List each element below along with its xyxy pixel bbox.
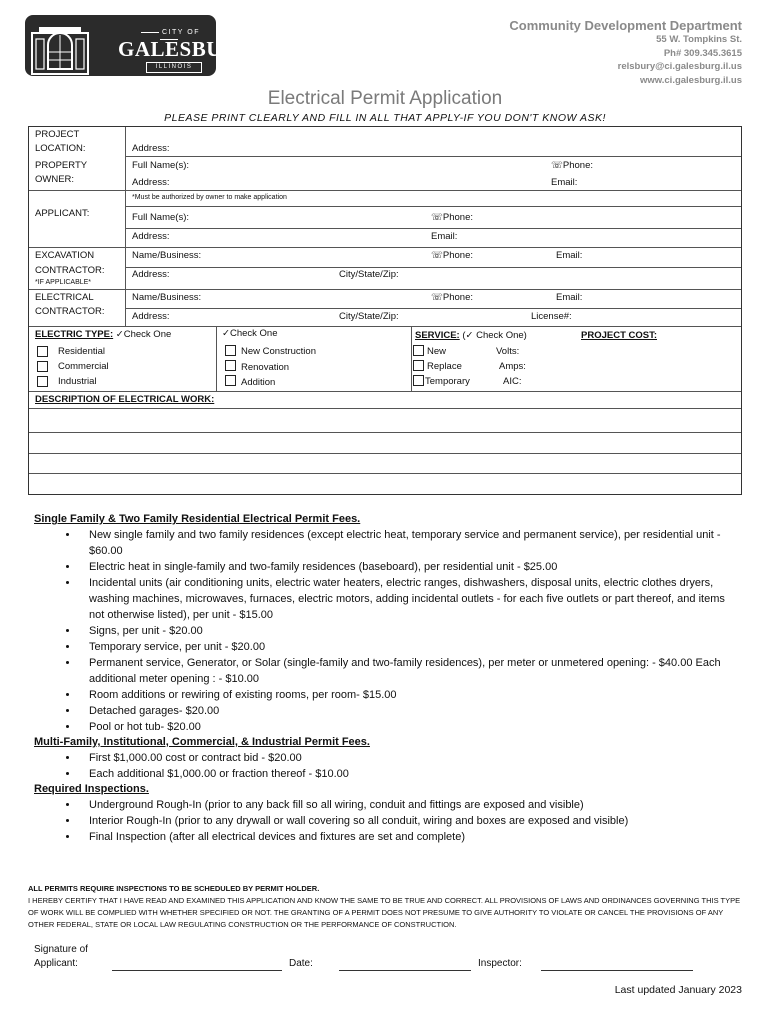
- project-address-field[interactable]: Address:: [132, 143, 170, 154]
- department-website: www.ci.galesburg.il.us: [639, 74, 742, 86]
- residential-fees-list: [34, 527, 734, 735]
- electrical-phone-field[interactable]: [431, 292, 473, 303]
- divider: [29, 391, 741, 392]
- list-item: • Permanent service, Generator, or Solar (single-family and two-family residences), per meter or unmetered opening: - $40.00 Each additional meter opening : - $10.00: [79, 655, 734, 687]
- divider: [216, 326, 217, 391]
- new-construction-label: New Construction: [241, 346, 316, 357]
- check-one-label: Check One: [123, 329, 172, 340]
- list-item: • Electric heat in single-family and two-family residences (baseboard), per residential unit - $25.00: [79, 559, 734, 575]
- excavation-city-field[interactable]: City/State/Zip:: [339, 269, 399, 280]
- multi-family-fees-heading: Multi-Family, Institutional, Commercial, & Industrial Permit Fees.: [34, 736, 370, 748]
- list-item: • First $1,000.00 cost or contract bid - $20.00: [79, 750, 734, 766]
- phone-icon: ☏: [431, 212, 443, 223]
- divider: [125, 206, 741, 207]
- certification: [28, 883, 746, 931]
- check-icon: ✓: [222, 328, 230, 339]
- logo-city-name: GALESBURG: [118, 37, 255, 61]
- list-item: • Pool or hot tub- $20.00: [79, 719, 734, 735]
- list-item: • Room additions or rewiring of existing rooms, per room- $15.00: [79, 687, 734, 703]
- new-construction-checkbox[interactable]: [225, 345, 236, 356]
- service-new-checkbox[interactable]: [413, 345, 424, 356]
- list-item: • Final Inspection (after all electrical devices and fixtures are set and complete): [79, 829, 734, 845]
- electrical-name-field[interactable]: Name/Business:: [132, 292, 202, 303]
- inspector-label: Inspector:: [478, 958, 522, 969]
- applicant-phone-field[interactable]: [431, 212, 473, 223]
- fee-schedule: [34, 512, 734, 845]
- applicant-address-field[interactable]: Address:: [132, 231, 170, 242]
- applicant-phone-label: Phone:: [442, 212, 474, 223]
- list-item: • Each additional $1,000.00 or fraction thereof - $10.00: [79, 766, 734, 782]
- check-icon: ✓: [115, 329, 124, 340]
- phone-icon: ☏: [431, 292, 443, 303]
- service-heading: SERVICE: (✓ Check One): [415, 330, 527, 341]
- owner-phone-field[interactable]: [551, 160, 593, 171]
- commercial-label: Commercial: [58, 361, 109, 372]
- electrical-license-field[interactable]: License#:: [531, 311, 572, 322]
- excavation-phone-field[interactable]: [431, 250, 473, 261]
- divider: [125, 267, 741, 268]
- work-type-heading: [222, 328, 278, 339]
- owner-email-field[interactable]: Email:: [551, 177, 578, 188]
- if-applicable-note: *IF APPLICABLE*: [35, 279, 92, 286]
- list-item: • New single family and two family residences (except electric heat, temporary service and permanent service), per residential unit - $60.00: [79, 527, 734, 559]
- signature-line[interactable]: [112, 970, 282, 971]
- excavation-label-2: CONTRACTOR:: [35, 265, 105, 276]
- description-line[interactable]: [29, 473, 741, 474]
- description-heading: DESCRIPTION OF ELECTRICAL WORK:: [35, 394, 215, 405]
- logo-city-of: CITY OF: [129, 29, 209, 43]
- list-item: • Detached garages- $20.00: [79, 703, 734, 719]
- date-label: Date:: [289, 958, 313, 969]
- multi-family-fees-list: [34, 750, 734, 782]
- electrical-label-2: CONTRACTOR:: [35, 306, 105, 317]
- service-check-one: Check One): [476, 330, 527, 341]
- residential-checkbox[interactable]: [37, 346, 48, 357]
- logo-state: ILLINOIS: [146, 62, 202, 73]
- department-info: [509, 18, 742, 87]
- list-item: • Underground Rough-In (prior to any back fill so all wiring, conduit and fittings are exposed and visible): [79, 797, 734, 813]
- electric-type-heading: ELECTRIC TYPE: ✓Check One: [35, 329, 172, 340]
- divider: [125, 127, 126, 326]
- divider: [125, 156, 741, 157]
- owner-phone-label: Phone:: [562, 160, 594, 171]
- addition-label: Addition: [241, 377, 276, 388]
- city-hall-building-icon: [29, 19, 91, 74]
- divider: [125, 308, 741, 309]
- work-type-check-one: Check One: [229, 328, 278, 339]
- amps-field[interactable]: Amps:: [499, 361, 526, 372]
- service-temporary-label: Temporary: [425, 376, 470, 387]
- volts-field[interactable]: Volts:: [496, 346, 520, 357]
- department-address: 55 W. Tompkins St.: [656, 34, 742, 45]
- excavation-label: EXCAVATION: [35, 250, 95, 261]
- service-new-label: New: [427, 346, 447, 357]
- commercial-checkbox[interactable]: [37, 361, 48, 372]
- electrical-phone-label: Phone:: [442, 292, 474, 303]
- permit-form: [28, 126, 742, 495]
- property-owner-label: PROPERTY: [35, 160, 88, 171]
- divider: [411, 326, 412, 391]
- divider: [29, 247, 741, 248]
- city-logo: [25, 15, 255, 76]
- phone-icon: ☏: [551, 160, 563, 171]
- department-phone: Ph# 309.345.3615: [663, 47, 742, 59]
- divider: [29, 289, 741, 290]
- project-location-label-2: LOCATION:: [35, 143, 86, 154]
- service-replace-checkbox[interactable]: [413, 360, 424, 371]
- description-line[interactable]: [29, 453, 741, 454]
- excavation-phone-label: Phone:: [442, 250, 474, 261]
- page-title: Electrical Permit Application: [267, 88, 503, 109]
- residential-label: Residential: [58, 346, 105, 357]
- electrical-label: ELECTRICAL: [35, 292, 94, 303]
- electrical-email-field[interactable]: Email:: [556, 292, 583, 303]
- renovation-label: Renovation: [241, 362, 290, 373]
- residential-fees-heading: Single Family & Two Family Residential Electrical Permit Fees.: [34, 513, 361, 525]
- check-icon: ✓: [465, 330, 474, 341]
- inspections-list: [34, 797, 734, 845]
- phone-icon: ☏: [431, 250, 443, 261]
- industrial-label: Industrial: [58, 376, 97, 387]
- service-replace-label: Replace: [427, 361, 462, 372]
- owner-address-field[interactable]: Address:: [132, 177, 170, 188]
- addition-checkbox[interactable]: [225, 375, 236, 386]
- list-item: • Incidental units (air conditioning units, electric water heaters, electric ranges, dishwashers, disposal units, electric clothes dryers, washing machines, microwaves, furnaces, electric motors, adding incidental outlets - for each five outlets or part thereof, and items not otherwise listed), per unit - $15.00: [79, 575, 734, 623]
- inspections-heading: Required Inspections.: [34, 783, 149, 795]
- electrical-city-field[interactable]: City/State/Zip:: [339, 311, 399, 322]
- aic-field[interactable]: AIC:: [503, 376, 522, 387]
- certification-heading: ALL PERMITS REQUIRE INSPECTIONS TO BE SCHEDULED BY PERMIT HOLDER.: [28, 884, 320, 893]
- renovation-checkbox[interactable]: [225, 360, 236, 371]
- applicant-label: APPLICANT:: [35, 208, 90, 219]
- page-subtitle: PLEASE PRINT CLEARLY AND FILL IN ALL THAT APPLY-IF YOU DON'T KNOW ASK!: [164, 112, 606, 124]
- divider: [125, 228, 741, 229]
- department-name: Community Development Department: [509, 18, 742, 33]
- industrial-checkbox[interactable]: [37, 376, 48, 387]
- authorization-note: *Must be authorized by owner to make application: [132, 194, 287, 201]
- property-owner-label-2: OWNER:: [35, 174, 75, 185]
- project-location-label: PROJECT: [35, 129, 80, 140]
- description-line[interactable]: [29, 432, 741, 433]
- applicant-email-field[interactable]: Email:: [431, 231, 458, 242]
- description-line[interactable]: [29, 408, 741, 409]
- excavation-email-field[interactable]: Email:: [556, 250, 583, 261]
- department-email: relsbury@ci.galesburg.il.us: [617, 61, 742, 72]
- applicant-full-names-field[interactable]: Full Name(s):: [132, 212, 190, 223]
- list-item: • Temporary service, per unit - $20.00: [79, 639, 734, 655]
- electrical-address-field[interactable]: Address:: [132, 311, 170, 322]
- divider: [29, 190, 741, 191]
- applicant-label: Applicant:: [34, 958, 78, 969]
- last-updated: Last updated January 2023: [614, 984, 742, 996]
- list-item: • Interior Rough-In (prior to any drywall or wall covering so all conduit, wiring and boxes are exposed and visible): [79, 813, 734, 829]
- owner-full-names-field[interactable]: Full Name(s):: [132, 160, 190, 171]
- certification-body: I HEREBY CERTIFY THAT I HAVE READ AND EXAMINED THIS APPLICATION AND KNOW THE SAME TO BE TRUE AND CORRECT. ALL PROVISIONS OF LAWS AND ORDINANCES GOVERNING THIS TYPE OF WORK WILL BE COMPLIED WITH WHETHER SPECIFIED OR NOT. THE GRANTING OF A PERMIT DOES NOT PRESUME TO GIVE AUTHORITY TO VIOLATE OR CANCEL THE PROVISIONS OF ANY OTHER FEDERAL, STATE OR LOCAL LAW REGULATING CONSTRUCTION OR THE PERFORMANCE OF CONSTRUCTION.: [28, 896, 741, 929]
- divider: [29, 326, 741, 327]
- project-cost-field[interactable]: PROJECT COST:: [581, 330, 658, 341]
- excavation-address-field[interactable]: Address:: [132, 269, 170, 280]
- excavation-name-field[interactable]: Name/Business:: [132, 250, 202, 261]
- signature-label: Signature of: [34, 944, 88, 955]
- inspector-line[interactable]: [541, 970, 693, 971]
- date-line[interactable]: [339, 970, 471, 971]
- list-item: • Signs, per unit - $20.00: [79, 623, 734, 639]
- service-temporary-checkbox[interactable]: [413, 375, 424, 386]
